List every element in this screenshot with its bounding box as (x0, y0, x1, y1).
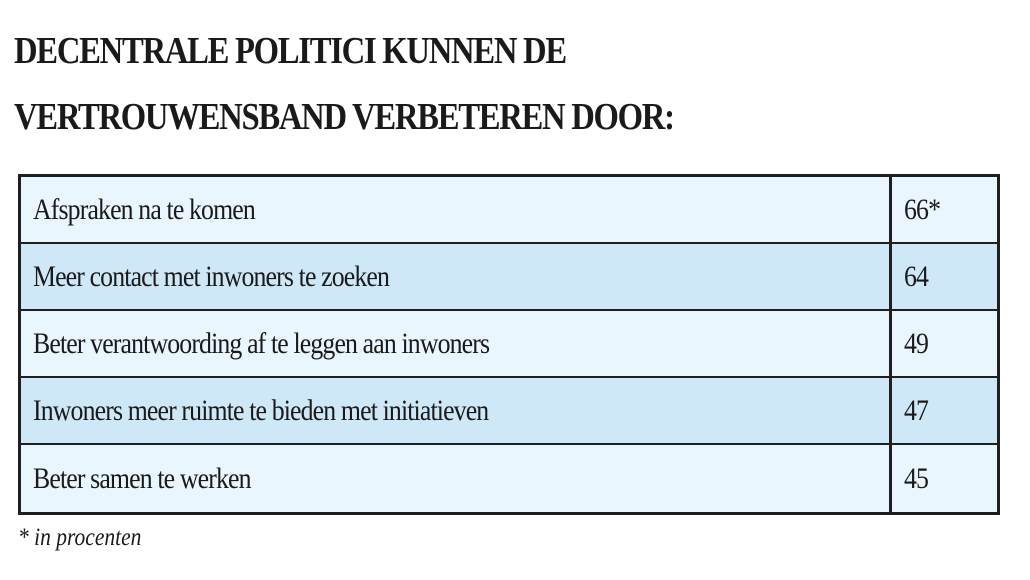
row-label: Beter verantwoording af te leggen aan inwoners (33, 326, 490, 360)
row-value-cell (892, 244, 997, 309)
results-table (18, 174, 1000, 515)
row-value-cell (892, 378, 997, 443)
row-label-cell (21, 378, 892, 443)
row-label: Beter samen te werken (33, 461, 251, 495)
row-label: Inwoners meer ruimte te bieden met initiatieven (33, 393, 489, 427)
row-value-cell (892, 177, 997, 242)
row-value: 45 (904, 461, 929, 495)
row-value-cell (892, 445, 997, 512)
footnote: * in procenten (18, 524, 142, 551)
table-row (21, 177, 997, 244)
row-label-cell (21, 177, 892, 242)
table-row (21, 378, 997, 445)
page-title (14, 18, 674, 150)
table-row (21, 311, 997, 378)
row-value: 66* (904, 192, 941, 226)
title-line-1: DECENTRALE POLITICI KUNNEN DE (14, 30, 566, 72)
row-label: Afspraken na te komen (33, 192, 255, 226)
row-label-cell (21, 311, 892, 376)
table-row (21, 244, 997, 311)
row-value: 47 (904, 393, 929, 427)
row-label-cell (21, 445, 892, 512)
row-label: Meer contact met inwoners te zoeken (33, 259, 390, 293)
row-label-cell (21, 244, 892, 309)
title-line-2: VERTROUWENSBAND VERBETEREN DOOR: (14, 96, 674, 138)
table-row (21, 445, 997, 512)
row-value: 64 (904, 259, 929, 293)
row-value-cell (892, 311, 997, 376)
row-value: 49 (904, 326, 929, 360)
